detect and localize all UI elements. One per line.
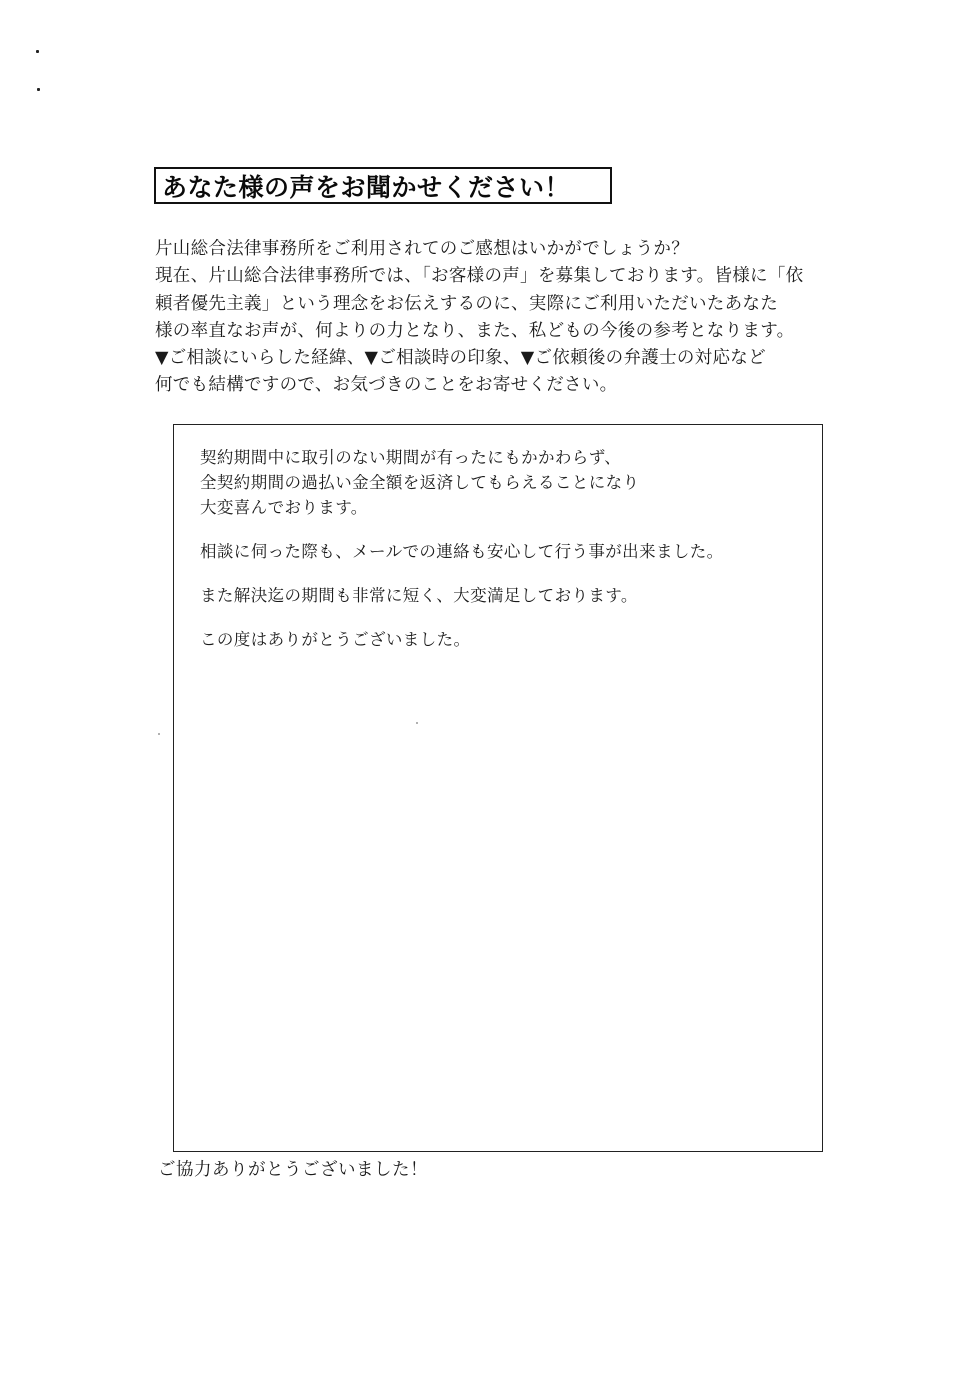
intro-text	[155, 236, 845, 400]
comment-paragraph	[200, 627, 800, 652]
comment-paragraph	[200, 445, 800, 520]
comment-paragraph	[200, 583, 800, 608]
customer-comment-text	[200, 445, 800, 671]
comment-line: 相談に伺った際も、メールでの連絡も安心して行う事が出来ました。	[200, 542, 724, 561]
intro-line: 現在、片山総合法律事務所では、「お客様の声」を募集しております。皆様に「依	[155, 266, 804, 287]
intro-line: 頼者優先主義」という理念をお伝えするのに、実際にご利用いただいたあなた	[155, 293, 778, 314]
intro-line: 何でも結構ですので、お気づきのことをお寄せください。	[155, 375, 618, 396]
footer-thanks: ご協力ありがとうございました！	[158, 1160, 428, 1180]
intro-line: 片山総合法律事務所をご利用されてのご感想はいかがでしょうか？	[155, 239, 689, 259]
comment-line: この度はありがとうございました。	[200, 630, 471, 649]
scan-artifact-bottom	[37, 88, 40, 91]
comment-line: また解決迄の期間も非常に短く、大変満足しております。	[200, 586, 638, 605]
page-title-box	[154, 167, 612, 204]
page-title: あなた様の声をお聞かせください！	[162, 172, 571, 202]
comment-line: 契約期間中に取引のない期間が有ったにもかかわらず、	[200, 448, 622, 467]
customer-comment-box	[173, 424, 823, 1152]
intro-line: 様の率直なお声が、何よりの力となり、また、私どもの今後の参考となります。	[155, 320, 795, 341]
intro-line: ▼ご相談にいらした経緯、▼ご相談時の印象、▼ご依頼後の弁護士の対応など	[155, 348, 766, 369]
scan-artifact-top	[36, 50, 39, 53]
comment-line: 全契約期間の過払い金全額を返済してもらえることになり	[200, 473, 640, 492]
scan-speck	[158, 733, 160, 735]
comment-paragraph	[200, 539, 800, 564]
comment-line: 大変喜んでおります。	[200, 498, 368, 517]
